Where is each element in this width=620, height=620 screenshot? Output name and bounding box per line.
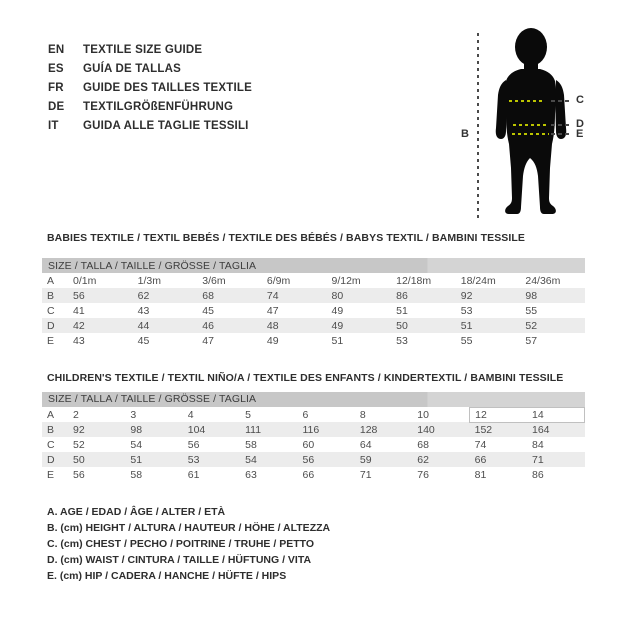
language-list xyxy=(48,40,252,135)
legend-line: D. (cm) WAIST / CINTURA / TAILLE / HÜFTUNG / VITA xyxy=(47,554,312,566)
hip-measure-line xyxy=(512,133,549,135)
size-cell: 51 xyxy=(130,453,143,466)
size-cell: 140 xyxy=(417,423,435,436)
language-row xyxy=(48,116,252,135)
child-silhouette-image xyxy=(494,28,568,218)
size-header-row xyxy=(42,258,585,273)
size-cell: 50 xyxy=(73,453,85,466)
language-label: TEXTILGRÖßENFÜHRUNG xyxy=(83,100,234,113)
chest-measure-line xyxy=(509,100,545,102)
language-label: TEXTILE SIZE GUIDE xyxy=(83,43,203,56)
chest-guide-line xyxy=(551,100,572,102)
size-cell: 46 xyxy=(202,319,214,332)
waist-guide-line xyxy=(551,124,572,126)
size-cell: 104 xyxy=(187,423,206,436)
size-cell: 128 xyxy=(359,423,378,436)
row-label: E xyxy=(47,334,55,347)
waist-measure-line xyxy=(513,124,548,126)
size-cell: 45 xyxy=(202,304,214,317)
size-cell: 68 xyxy=(417,438,429,451)
babies-table-body xyxy=(42,273,585,348)
size-cell: 24/36m xyxy=(525,274,561,287)
size-cell: 71 xyxy=(359,468,372,481)
size-cell: 8 xyxy=(359,408,366,421)
size-cell: 56 xyxy=(73,468,85,481)
children-size-table xyxy=(42,392,585,482)
size-cell: 53 xyxy=(460,304,473,317)
size-cell: 58 xyxy=(130,468,143,481)
size-cell: 66 xyxy=(474,453,487,466)
row-label: B xyxy=(47,289,55,302)
size-header-label: SIZE / TALLA / TAILLE / GRÖSSE / TAGLIA xyxy=(42,392,585,407)
size-cell: 49 xyxy=(266,334,279,347)
row-label: C xyxy=(47,304,55,317)
size-cell: 42 xyxy=(73,319,85,332)
size-cell: 43 xyxy=(137,304,150,317)
language-code: IT xyxy=(48,119,59,132)
table-row xyxy=(42,437,585,452)
size-cell: 63 xyxy=(245,468,257,481)
size-cell: 62 xyxy=(137,289,150,302)
table-row xyxy=(42,273,585,288)
size-cell: 92 xyxy=(460,289,473,302)
legend-line: A. AGE / EDAD / ÂGE / ALTER / ETÀ xyxy=(47,506,226,518)
size-cell: 6 xyxy=(302,408,309,421)
size-cell: 55 xyxy=(460,334,473,347)
size-cell: 18/24m xyxy=(460,274,496,287)
table-row xyxy=(42,288,585,303)
legend-line: C. (cm) CHEST / PECHO / POITRINE / TRUHE / PETTO xyxy=(47,538,315,550)
size-cell: 5 xyxy=(245,408,251,421)
size-cell: 61 xyxy=(187,468,200,481)
size-cell: 116 xyxy=(302,423,320,436)
language-row xyxy=(48,59,252,78)
size-cell: 49 xyxy=(331,304,344,317)
figure-label-d: D xyxy=(576,118,584,130)
size-cell: 47 xyxy=(266,304,279,317)
size-cell: 64 xyxy=(359,438,372,451)
legend-line: E. (cm) HIP / CADERA / HANCHE / HÜFTE / HIPS xyxy=(47,570,287,582)
row-label: D xyxy=(47,319,55,332)
size-cell: 55 xyxy=(525,304,538,317)
size-cell: 6/9m xyxy=(266,274,291,287)
height-guide-line-b xyxy=(477,33,479,221)
language-row xyxy=(48,97,252,116)
size-cell: 52 xyxy=(525,319,538,332)
table-row xyxy=(42,318,585,333)
size-cell: 10 xyxy=(417,408,429,421)
size-cell: 111 xyxy=(245,423,262,436)
size-cell: 152 xyxy=(474,423,493,436)
table-row xyxy=(42,422,585,437)
language-code: ES xyxy=(48,62,64,75)
size-cell: 48 xyxy=(266,319,279,332)
size-cell: 52 xyxy=(73,438,85,451)
measurement-figure xyxy=(455,25,620,230)
figure-label-e: E xyxy=(576,128,584,140)
size-cell: 58 xyxy=(245,438,257,451)
size-cell: 3 xyxy=(130,408,137,421)
language-row xyxy=(48,78,252,97)
size-cell: 81 xyxy=(474,468,487,481)
babies-section-title: BABIES TEXTILE / TEXTIL BEBÉS / TEXTILE DES BÉBÉS / BABYS TEXTIL / BAMBINI TESSILE xyxy=(47,232,526,244)
size-cell: 86 xyxy=(396,289,408,302)
size-cell: 51 xyxy=(396,304,408,317)
language-code: DE xyxy=(48,100,65,113)
size-cell: 45 xyxy=(137,334,150,347)
size-cell: 50 xyxy=(396,319,408,332)
size-cell: 3/6m xyxy=(202,274,226,287)
size-cell: 41 xyxy=(73,304,85,317)
children-table-body xyxy=(42,407,585,482)
table-row xyxy=(42,333,585,348)
size-cell: 53 xyxy=(396,334,408,347)
size-cell: 56 xyxy=(73,289,85,302)
size-cell: 56 xyxy=(187,438,200,451)
size-cell: 4 xyxy=(187,408,194,421)
table-row xyxy=(42,407,585,422)
language-label: GUÍA DE TALLAS xyxy=(83,62,181,75)
row-label: C xyxy=(47,438,55,451)
size-cell: 59 xyxy=(359,453,372,466)
size-cell: 84 xyxy=(532,438,544,451)
language-code: EN xyxy=(48,43,65,56)
children-section-title: CHILDREN'S TEXTILE / TEXTIL NIÑO/A / TEXTILE DES ENFANTS / KINDERTEXTIL / BAMBINI TESSILE xyxy=(47,372,564,384)
size-cell: 74 xyxy=(266,289,279,302)
size-cell: 56 xyxy=(302,453,315,466)
language-label: GUIDA ALLE TAGLIE TESSILI xyxy=(83,119,249,132)
figure-label-b: B xyxy=(461,128,469,140)
size-cell: 43 xyxy=(73,334,85,347)
size-cell: 51 xyxy=(460,319,473,332)
table-row xyxy=(42,452,585,467)
size-cell: 98 xyxy=(130,423,143,436)
size-cell: 80 xyxy=(331,289,344,302)
size-cell: 66 xyxy=(302,468,315,481)
size-cell: 164 xyxy=(532,423,550,436)
babies-size-table xyxy=(42,258,585,348)
size-cell: 9/12m xyxy=(331,274,361,287)
row-label: E xyxy=(47,468,55,481)
size-cell: 12 xyxy=(470,407,527,422)
size-cell: 86 xyxy=(532,468,544,481)
language-code: FR xyxy=(48,81,64,94)
size-cell: 12/18m xyxy=(396,274,432,287)
language-label: GUIDE DES TAILLES TEXTILE xyxy=(83,81,252,94)
size-cell: 74 xyxy=(474,438,487,451)
size-cell: 44 xyxy=(137,319,150,332)
row-label: A xyxy=(47,408,55,421)
hip-guide-line xyxy=(551,133,572,135)
row-label: A xyxy=(47,274,55,287)
size-cell: 71 xyxy=(532,453,544,466)
size-cell: 0/1m xyxy=(73,274,97,287)
legend-line: B. (cm) HEIGHT / ALTURA / HAUTEUR / HÖHE / ALTEZZA xyxy=(47,522,331,534)
figure-label-c: C xyxy=(576,94,584,106)
size-cell: 14 xyxy=(527,407,585,422)
size-cell: 98 xyxy=(525,289,538,302)
size-cell: 1/3m xyxy=(137,274,161,287)
size-cell: 54 xyxy=(130,438,143,451)
size-cell: 68 xyxy=(202,289,214,302)
size-cell: 60 xyxy=(302,438,315,451)
size-cell: 2 xyxy=(73,408,79,421)
row-label: D xyxy=(47,453,55,466)
size-cell: 51 xyxy=(331,334,344,347)
size-header-row xyxy=(42,392,585,407)
size-cell: 53 xyxy=(187,453,200,466)
language-row xyxy=(48,40,252,59)
measurement-legend xyxy=(47,504,330,584)
size-cell: 92 xyxy=(73,423,85,436)
size-cell: 49 xyxy=(331,319,344,332)
size-cell: 76 xyxy=(417,468,429,481)
table-row xyxy=(42,467,585,482)
size-cell: 54 xyxy=(245,453,257,466)
size-cell: 62 xyxy=(417,453,429,466)
row-label: B xyxy=(47,423,55,436)
size-cell: 57 xyxy=(525,334,538,347)
size-cell: 47 xyxy=(202,334,214,347)
table-row xyxy=(42,303,585,318)
size-header-label: SIZE / TALLA / TAILLE / GRÖSSE / TAGLIA xyxy=(42,258,585,273)
